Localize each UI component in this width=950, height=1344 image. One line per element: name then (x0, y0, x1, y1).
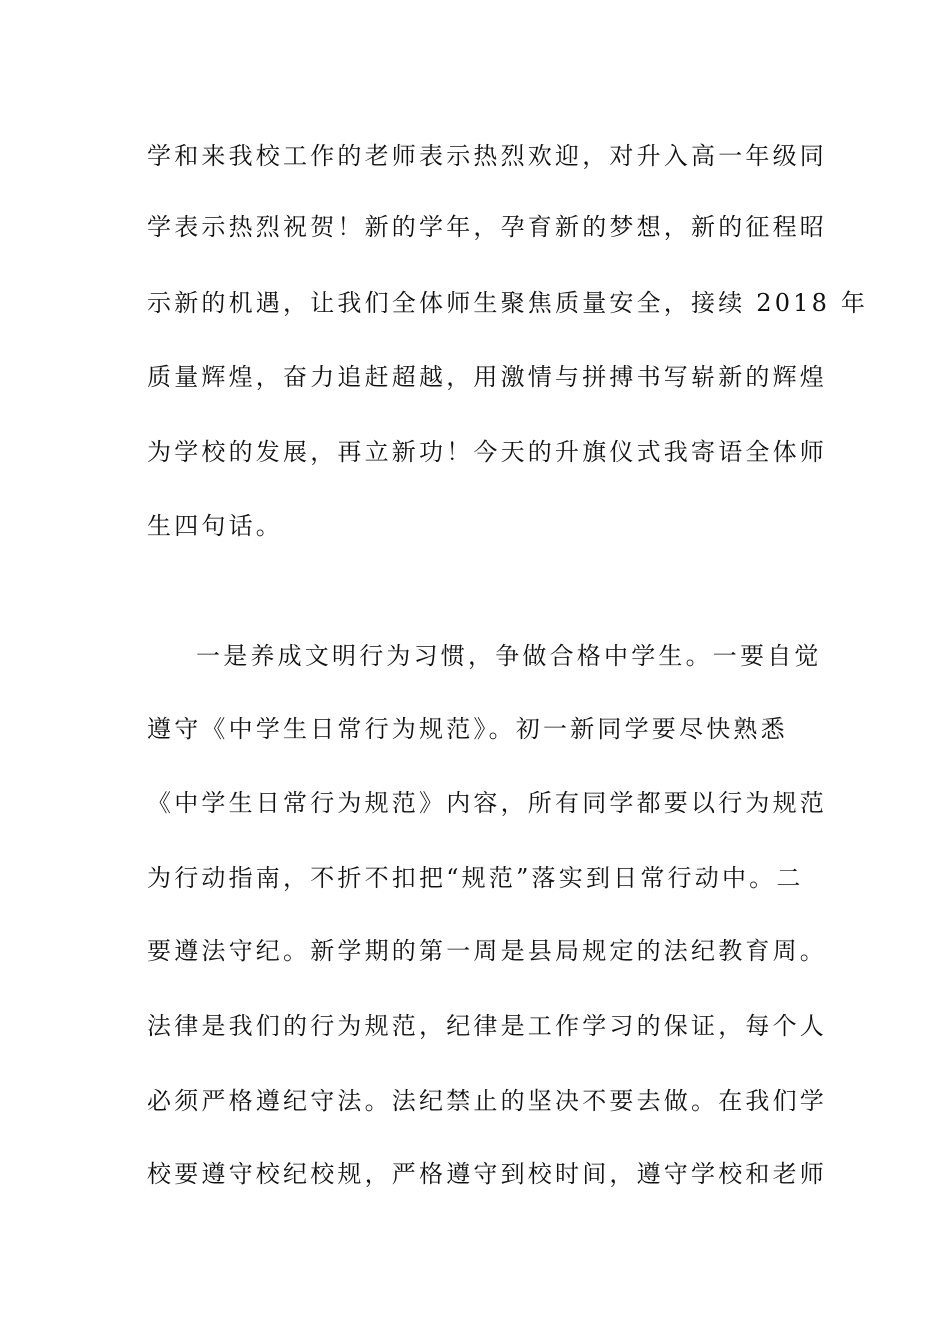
text-line: 为学校的发展，再立新功！今天的升旗仪式我寄语全体师 (147, 438, 827, 466)
text-line: 质量辉煌，奋力追赶超越，用激情与拼搏书写崭新的辉煌 (147, 363, 827, 391)
text-line: 要遵法守纪。新学期的第一周是县局规定的法纪教育周。 (147, 937, 827, 965)
text-line: 必须严格遵纪守法。法纪禁止的坚决不要去做。在我们学 (147, 1087, 827, 1115)
text-line: 示新的机遇，让我们全体师生聚焦质量安全，接续 2018 年 (147, 289, 869, 317)
text-line: 法律是我们的行为规范，纪律是工作学习的保证，每个人 (147, 1012, 827, 1040)
text-line: 学表示热烈祝贺！新的学年，孕育新的梦想，新的征程昭 (147, 213, 827, 241)
text-line: 为行动指南，不折不扣把“规范”落实到日常行动中。二 (147, 864, 804, 892)
text-line: 学和来我校工作的老师表示热烈欢迎，对升入高一年级同 (147, 142, 827, 170)
text-line: 生四句话。 (147, 512, 283, 540)
text-line: 一是养成文明行为习惯，争做合格中学生。一要自觉 (196, 642, 822, 670)
text-line: 遵守《中学生日常行为规范》。初一新同学要尽快熟悉 (147, 715, 788, 743)
text-line: 《中学生日常行为规范》内容，所有同学都要以行为规范 (147, 789, 827, 817)
text-line: 校要遵守校纪校规，严格遵守到校时间，遵守学校和老师 (147, 1160, 827, 1188)
